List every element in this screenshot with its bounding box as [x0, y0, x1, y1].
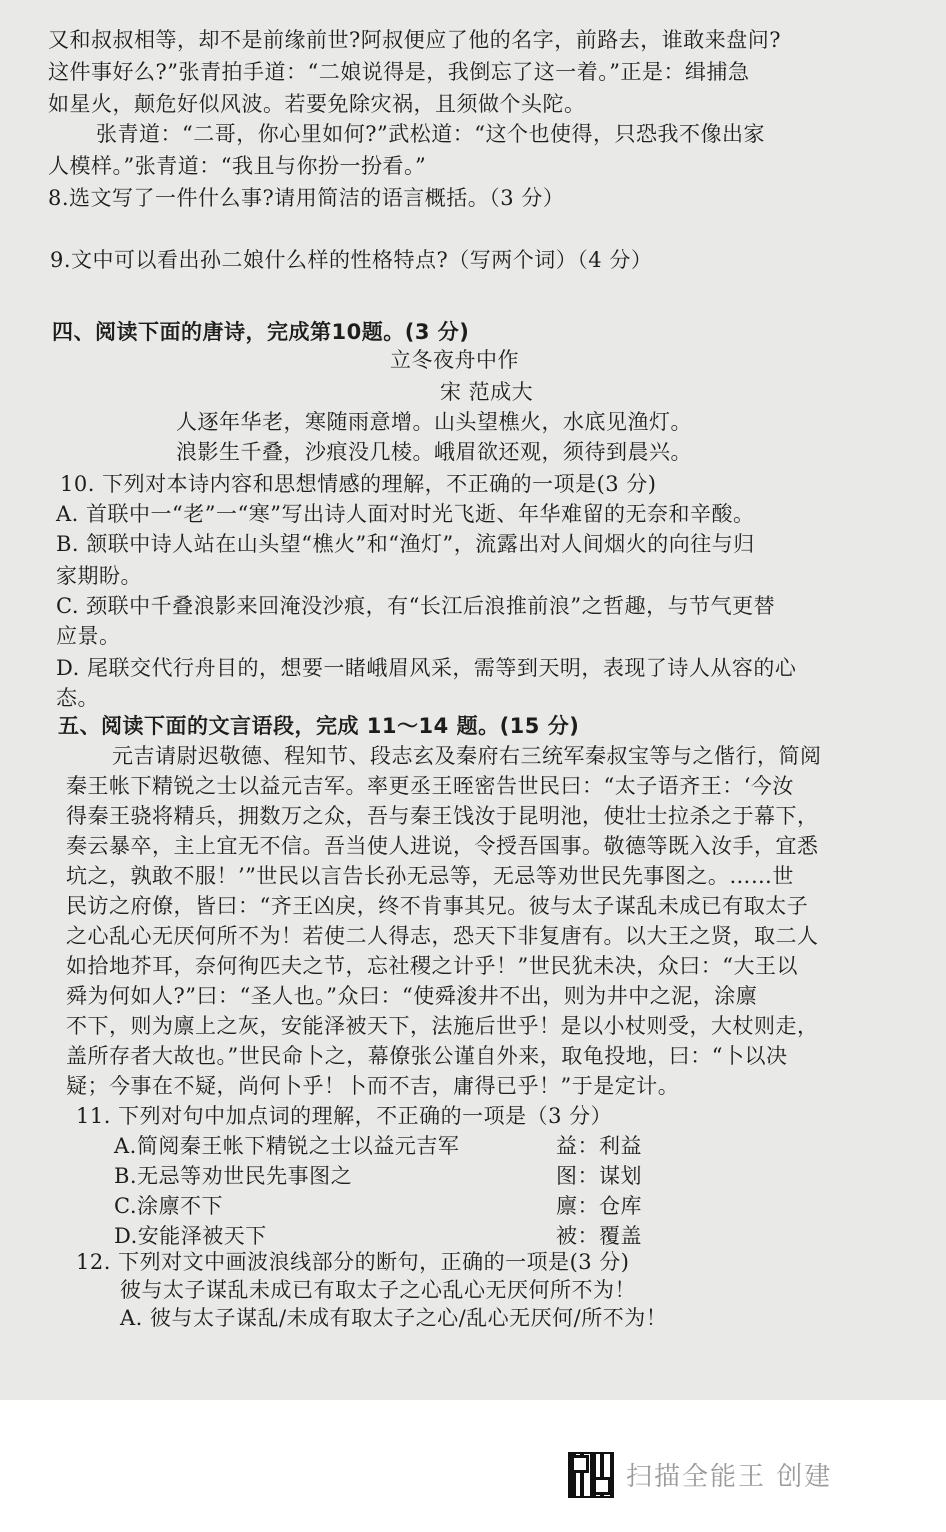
brand-text: 扫描全能王 创建 [626, 1462, 833, 1492]
passage-line: 坑之，孰敢不服！’”世民以言告长孙无忌等，无忌等劝世民先事图之。……世 [66, 864, 794, 888]
poem-line: 浪影生千叠，沙痕没几棱。峨眉欲还观，须待到晨兴。 [176, 440, 692, 464]
question-10: 10. 下列对本诗内容和思想情感的理解，不正确的一项是(3 分) [60, 472, 657, 496]
sentence-to-punctuate: 彼与太子谋乱未成已有取太子之心乱心无厌何所不为！ [120, 1278, 636, 1302]
option-c-cont: 应景。 [56, 624, 121, 648]
question-9: 9.文中可以看出孙二娘什么样的性格特点?（写两个词）（4 分） [50, 248, 653, 272]
gloss-b: 图：谋划 [556, 1164, 642, 1188]
passage-line: 不下，则为廪上之灰，安能泽被天下，法施后世乎！是以小杖则受，大杖则走， [66, 1014, 819, 1038]
passage-line: 之心乱心无厌何所不为！若使二人得志，恐天下非复唐有。以大王之贤，取二人 [66, 924, 819, 948]
option-d: D. 尾联交代行舟目的，想要一睹峨眉风采，需等到天明，表现了诗人从容的心 [56, 656, 797, 680]
gloss-d: 被：覆盖 [556, 1224, 642, 1248]
passage-line: 疑；今事在不疑，尚何卜乎！卜而不吉，庸得已乎！”于是定计。 [66, 1074, 680, 1098]
poem-author: 宋 范成大 [440, 380, 534, 404]
option-c: C. 颈联中千叠浪影来回淹没沙痕，有“长江后浪推前浪”之哲趣，与节气更替 [56, 594, 776, 618]
text-line: 这件事好么?”张青拍手道：“二娘说得是，我倒忘了这一着。”正是：缉捕急 [48, 60, 750, 84]
passage-line: 舜为何如人?”曰：“圣人也。”众曰：“使舜浚井不出，则为井中之泥，涂廪 [66, 984, 758, 1008]
option-c: C.涂廪不下 [114, 1194, 223, 1218]
text-line: 又和叔叔相等，却不是前缘前世?阿叔便应了他的名字，前路去，谁敢来盘问? [48, 28, 782, 52]
text-line: 如星火，颠危好似风波。若要免除灾祸，且须做个头陀。 [48, 92, 586, 116]
poem-line: 人逐年华老，寒随雨意增。山头望樵火，水底见渔灯。 [176, 410, 692, 434]
passage-line: 秦王帐下精锐之士以益元吉军。率更丞王晊密告世民曰：“太子语齐王：‘今汝 [66, 774, 794, 798]
passage-line: 盖所存者大故也。”世民命卜之，幕僚张公谨自外来，取龟投地，曰：“卜以决 [66, 1044, 788, 1068]
passage-line: 民访之府僚，皆曰：“齐王凶戾，终不肯事其兄。彼与太子谋乱未成已有取太子 [66, 894, 809, 918]
qr-code-icon [568, 1452, 614, 1498]
option-a: A. 彼与太子谋乱/未成有取太子之心/乱心无厌何/所不为！ [120, 1306, 668, 1330]
option-b: B.无忌等劝世民先事图之 [114, 1164, 353, 1188]
passage-line: 元吉请尉迟敬德、程知节、段志玄及秦府右三统军秦叔宝等与之偕行，简阅 [112, 744, 822, 768]
passage-line: 得秦王骁将精兵，拥数万之众，吾与秦王饯汝于昆明池，使壮士拉杀之于幕下， [66, 804, 819, 828]
question-12: 12. 下列对文中画波浪线部分的断句，正确的一项是(3 分) [76, 1250, 630, 1274]
option-d: D.安能泽被天下 [114, 1224, 267, 1248]
text-line: 张青道：“二哥，你心里如何?”武松道：“这个也使得，只恐我不像出家 [96, 122, 765, 146]
option-b-cont: 家期盼。 [56, 564, 142, 588]
question-8: 8.选文写了一件什么事?请用简洁的语言概括。（3 分） [48, 186, 565, 210]
passage-line: 如拾地芥耳，奈何徇匹夫之节，忘社稷之计乎！”世民犹未决，众曰：“大王以 [66, 954, 798, 978]
option-d-cont: 态。 [56, 686, 99, 710]
option-a: A.简阅秦王帐下精锐之士以益元吉军 [114, 1134, 460, 1158]
gloss-c: 廪：仓库 [556, 1194, 642, 1218]
section-four-heading: 四、阅读下面的唐诗，完成第10题。(3 分) [52, 320, 470, 344]
poem-title: 立冬夜舟中作 [390, 348, 519, 372]
option-a: A. 首联中一“老”一“寒”写出诗人面对时光飞逝、年华难留的无奈和辛酸。 [56, 502, 755, 526]
question-11: 11. 下列对句中加点词的理解，不正确的一项是（3 分） [76, 1104, 613, 1128]
section-five-heading: 五、阅读下面的文言语段，完成 11～14 题。(15 分) [58, 714, 580, 738]
option-b: B. 颔联中诗人站在山头望“樵火”和“渔灯”，流露出对人间烟火的向往与归 [56, 532, 755, 556]
passage-line: 奏云暴卒，主上宜无不信。吾当使人进说，令授吾国事。敬德等既入汝手，宜悉 [66, 834, 819, 858]
gloss-a: 益：利益 [556, 1134, 642, 1158]
text-line: 人模样。”张青道：“我且与你扮一扮看。” [48, 154, 427, 178]
